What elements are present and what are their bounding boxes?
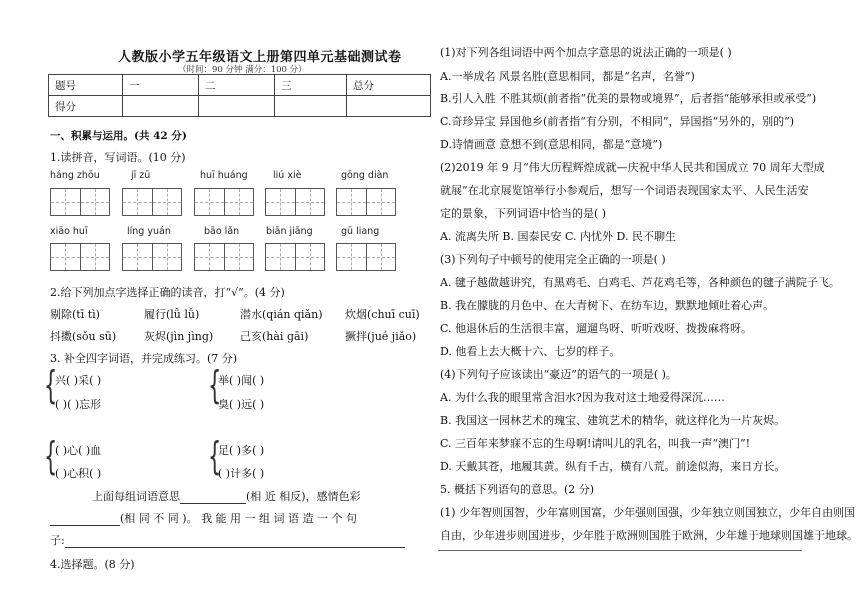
page-title: 人教版小学五年级语文上册第四单元基础测试卷: [118, 50, 402, 65]
reading-option[interactable]: 抖擞(sǒu sū): [50, 330, 117, 343]
answer-grid[interactable]: [265, 243, 325, 271]
table-cell: 总分: [347, 75, 431, 96]
table-cell: 得分: [49, 96, 123, 117]
table-cell: 题号: [49, 75, 123, 96]
answer-blank[interactable]: [180, 493, 246, 504]
q3-sentence-1: [92, 488, 361, 504]
choice-option[interactable]: A. 为什么我的眼里常含泪水?因为我对这土地爱得深沉……: [440, 391, 725, 404]
answer-blank[interactable]: [50, 515, 120, 526]
choice-option[interactable]: C. 三百年来梦寐不忘的生母啊!请叫儿的乳名，叫我一声“澳门”!: [440, 437, 751, 450]
answer-grid[interactable]: [122, 243, 182, 271]
brace-icon: {: [208, 434, 222, 478]
choice-option[interactable]: C. 他退休后的生活很丰富，遛遛鸟呀、听听戏呀、拨拨麻将呀。: [440, 322, 753, 335]
question-2: 2.给下列加点字选择正确的读音，打“√”。(4 分): [50, 286, 285, 299]
reading-option[interactable]: 潜水(qián qiǎn): [240, 308, 323, 321]
brace-icon: {: [44, 434, 58, 478]
right-line: (3)下列句子中顿号的使用完全正确的一项是( ): [440, 253, 666, 266]
reading-option[interactable]: 剔除(tī tì): [50, 308, 100, 321]
idiom-blank[interactable]: ( )( )忘形: [55, 398, 102, 411]
answer-grid[interactable]: [50, 188, 110, 216]
choice-option[interactable]: B. 我在朦胧的月色中、在大青树下、在纺车边，默默地倾吐着心声。: [440, 299, 775, 312]
pinyin-label: bāo lǎn: [204, 226, 240, 237]
answer-grid[interactable]: [50, 243, 110, 271]
pinyin-label: gū liang: [341, 226, 380, 237]
choice-option[interactable]: D.诗情画意 意想不到(意思相同，都是“意境”): [440, 138, 663, 151]
question-4: 4.选择题。(8 分): [50, 558, 135, 571]
pinyin-label: háng zhōu: [50, 170, 100, 181]
q3-text: (相 同 不 同 )。 我 能 用 一 组 词 语 造 一 个 句: [120, 512, 358, 525]
pinyin-label: biān jiāng: [266, 226, 313, 237]
reading-option[interactable]: 撅拌(jué jiǎo): [345, 330, 417, 343]
pinyin-label: jī zū: [131, 170, 151, 181]
q3-sentence-3: [50, 532, 405, 548]
table-cell[interactable]: [275, 96, 347, 117]
q3-sentence-2: [50, 510, 357, 526]
answer-blank[interactable]: [65, 537, 405, 548]
table-row: [49, 96, 431, 117]
choice-option[interactable]: B. 我国这一园林艺术的瑰宝、建筑艺术的精华，就这样化为一片灰烬。: [440, 414, 786, 427]
reading-option[interactable]: 炊烟(chuī cuī): [345, 308, 420, 321]
answer-grid[interactable]: [336, 188, 396, 216]
choice-option[interactable]: B.引人入胜 不胜其烦(前者指“优美的景物或境界”，后者指“能够承担或承受”): [440, 92, 817, 105]
answer-grid[interactable]: [336, 243, 396, 271]
pinyin-label: líng yuán: [127, 226, 171, 237]
choice-option[interactable]: D. 天戴其苍，地履其黄。纵有千古，横有八荒。前途似海，来日方长。: [440, 460, 786, 473]
section-heading: 一、积累与运用。(共 42 分): [50, 130, 187, 142]
score-table: [48, 74, 431, 117]
table-cell: 二: [199, 75, 275, 96]
idiom-blank[interactable]: ( )心积( ): [55, 467, 102, 480]
choice-option[interactable]: D. 他看上去大概十六、七岁的样子。: [440, 345, 621, 358]
brace-icon: {: [208, 363, 222, 407]
choice-option[interactable]: A. 流离失所 B. 国泰民安 C. 内忧外 D. 民不聊生: [440, 230, 676, 243]
idiom-blank[interactable]: ( )计多( ): [218, 467, 265, 480]
reading-option[interactable]: 灰烬(jìn jìng): [144, 330, 214, 343]
right-line: 定的景象，下列词语中恰当的是( ): [440, 207, 607, 220]
table-cell[interactable]: [199, 96, 275, 117]
idiom-blank[interactable]: 足( )多( ): [218, 444, 265, 457]
right-line: (1)对下列各组词语中两个加点字意思的说法正确的一项是( ): [440, 46, 732, 59]
right-line: (2)2019 年 9 月“伟大历程辉煌成就—庆祝中华人民共和国成立 70 周年大型成: [440, 161, 825, 174]
question-3: 3. 补全四字词语，并完成练习。(7 分): [50, 352, 238, 365]
answer-line[interactable]: [438, 550, 802, 551]
question-1: 1.读拼音，写词语。(10 分): [50, 151, 186, 164]
table-cell: 三: [275, 75, 347, 96]
q3-text: (相 近 相反)，感情色彩: [246, 490, 361, 503]
exam-info: （时间：90 分钟 满分：100 分）: [178, 65, 307, 75]
idiom-blank[interactable]: 举( )闻( ): [218, 374, 265, 387]
pinyin-label: gōng diàn: [341, 170, 389, 181]
idiom-blank[interactable]: ( )心( )血: [55, 444, 102, 457]
answer-grid[interactable]: [122, 188, 182, 216]
idiom-blank[interactable]: 臭( )远( ): [218, 398, 265, 411]
right-line: 自由，少年进步则国进步，少年胜于欧洲则国胜于欧洲，少年雄于地球则国雄于地球。: [440, 529, 858, 542]
answer-grid[interactable]: [265, 188, 325, 216]
table-cell: 一: [123, 75, 199, 96]
pinyin-label: liú xiè: [273, 170, 302, 181]
q3-text: 子:: [50, 534, 65, 547]
choice-option[interactable]: A.一举成名 风景名胜(意思相同，都是“名声，名誉”): [440, 70, 695, 83]
right-line: 5. 概括下列语句的意思。(2 分): [440, 483, 595, 496]
table-row: [49, 75, 431, 96]
choice-option[interactable]: C.奇珍异宝 异国他乡(前者指“有分别，不相同”，异国指“另外的，别的”): [440, 115, 795, 128]
right-line: 就展”在北京展览馆举行小参观后，想写一个词语表现国家太平、人民生活安: [440, 184, 809, 197]
pinyin-label: huī huáng: [200, 170, 248, 181]
answer-grid[interactable]: [194, 188, 254, 216]
right-line: (1) 少年智则国智，少年富则国富，少年强则国强，少年独立则国独立，少年自由则国: [440, 506, 856, 519]
answer-grid[interactable]: [194, 243, 254, 271]
q3-text: 上面每组词语意思: [92, 490, 180, 503]
pinyin-label: xiāo huī: [50, 226, 88, 237]
right-line: (4)下列句子应该读出“豪迈”的语气的一项是( )。: [440, 368, 677, 381]
brace-icon: {: [44, 363, 58, 407]
table-cell[interactable]: [123, 96, 199, 117]
reading-option[interactable]: 己亥(hài gāi): [240, 330, 309, 343]
table-cell[interactable]: [347, 96, 431, 117]
idiom-blank[interactable]: 兴( )采( ): [55, 374, 102, 387]
choice-option[interactable]: A. 毽子越做越讲究，有黑鸡毛、白鸡毛、芦花鸡毛等，各种颜色的毽子满院子飞。: [440, 276, 840, 289]
reading-option[interactable]: 履行(lǚ lǚ): [144, 308, 200, 321]
